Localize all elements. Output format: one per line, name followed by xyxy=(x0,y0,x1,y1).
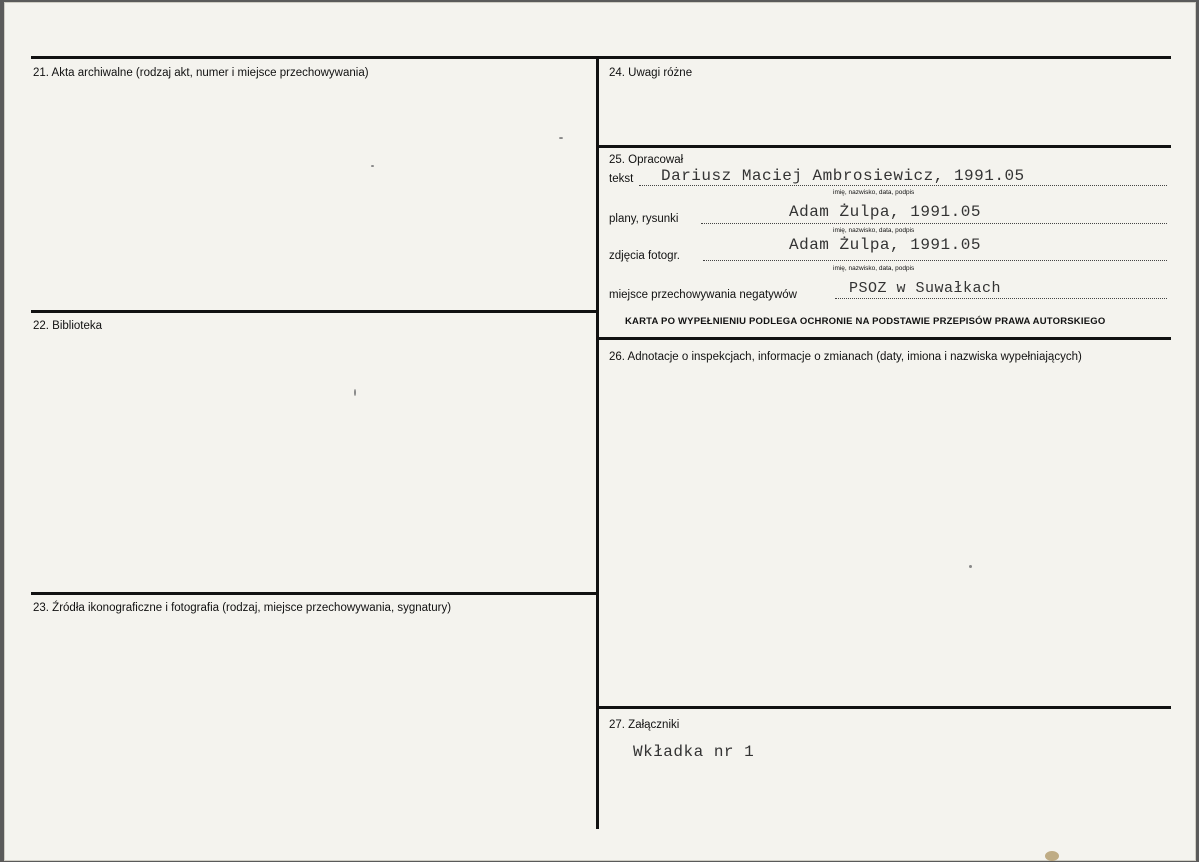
copyright-notice: KARTA PO WYPEŁNIENIU PODLEGA OCHRONIE NA PODSTAWIE PRZEPISÓW PRAWA AUTORSKIEGO xyxy=(625,316,1106,327)
paper-stain xyxy=(1045,851,1059,861)
rule-22-23 xyxy=(31,592,597,595)
rule-21-22 xyxy=(31,310,597,313)
paper-speck xyxy=(354,389,356,396)
section-21-label: 21. Akta archiwalne (rodzaj akt, numer i miejsce przechowywania) xyxy=(33,67,369,79)
plans-author-label: plany, rysunki xyxy=(609,213,679,225)
rule-26-27 xyxy=(596,706,1171,709)
photos-author-hint: imię, nazwisko, data, podpis xyxy=(833,265,915,272)
rule-25-26 xyxy=(596,337,1171,340)
text-author-line xyxy=(639,185,1167,186)
section-22-label: 22. Biblioteka xyxy=(33,320,103,332)
negatives-location-label: miejsce przechowywania negatywów xyxy=(609,289,797,301)
paper-speck xyxy=(559,137,563,139)
section-23-label: 23. Źródła ikonograficzne i fotografia (rodzaj, miejsce przechowywania, sygnatury) xyxy=(33,602,452,614)
text-author-value: Dariusz Maciej Ambrosiewicz, 1991.05 xyxy=(661,167,1025,185)
photos-author-value: Adam Żulpa, 1991.05 xyxy=(789,236,981,254)
paper-speck xyxy=(969,565,972,568)
record-card xyxy=(4,2,1196,861)
rule-24-25 xyxy=(596,145,1171,148)
section-24-label: 24. Uwagi różne xyxy=(609,67,693,79)
paper-speck xyxy=(371,165,374,167)
top-rule xyxy=(31,56,1171,59)
photos-author-line xyxy=(703,260,1167,261)
plans-author-line xyxy=(701,223,1167,224)
section-27-label: 27. Załączniki xyxy=(609,719,680,731)
text-author-label: tekst xyxy=(609,173,634,185)
center-divider xyxy=(596,56,599,829)
plans-author-hint: imię, nazwisko, data, podpis xyxy=(833,227,915,234)
text-author-hint: imię, nazwisko, data, podpis xyxy=(833,189,915,196)
negatives-location-value: PSOZ w Suwałkach xyxy=(849,280,1002,297)
attachments-value: Wkładka nr 1 xyxy=(633,743,755,761)
photos-author-label: zdjęcia fotogr. xyxy=(609,250,680,262)
section-25-label: 25. Opracował xyxy=(609,154,684,166)
plans-author-value: Adam Żulpa, 1991.05 xyxy=(789,203,981,221)
section-26-label: 26. Adnotacje o inspekcjach, informacje o zmianach (daty, imiona i nazwiska wypełniających) xyxy=(609,351,1082,363)
negatives-location-line xyxy=(835,298,1167,299)
